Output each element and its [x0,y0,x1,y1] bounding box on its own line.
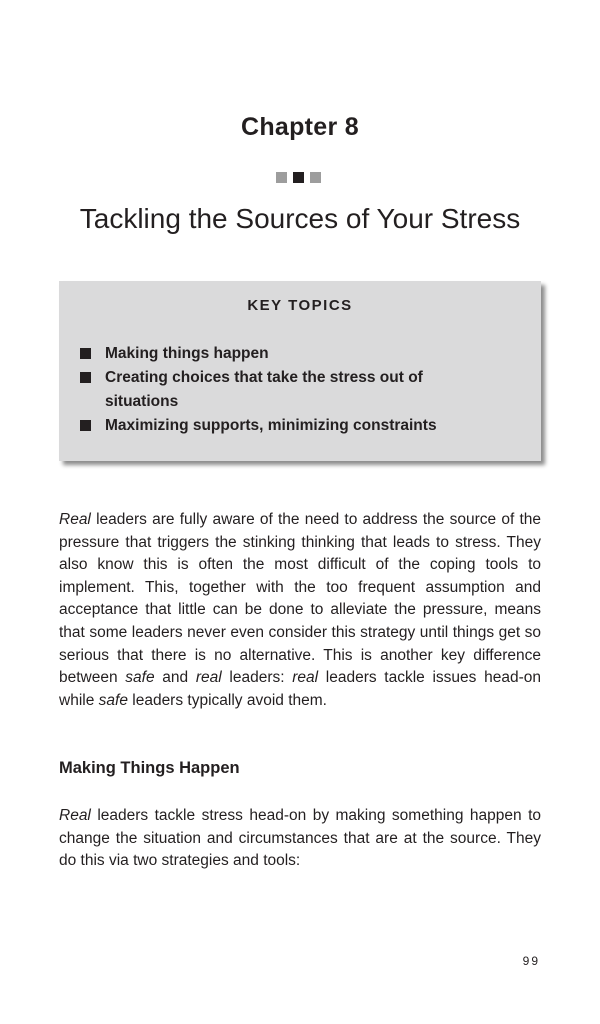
text-run: safe [125,669,155,687]
ornament-square-left [276,172,287,183]
key-topics-heading: KEY TOPICS [247,297,353,314]
text-run: safe [98,691,128,709]
chapter-label: Chapter 8 [240,113,359,141]
text-run: leaders are fully aware of the need to address the source of the pressure that triggers the stinking thinking that leads to stress. They also know this is often the most difficult of the coping tools to implement. This, together with the too frequent assumption and acceptance that little can be done to alleviate the pressure, means that some leaders never even consider this strategy until things get so serious that there is no alternative. This is another key difference between [59,511,541,687]
page-number: 99 [522,954,540,968]
square-bullet-icon [80,372,91,383]
key-topic-text: Creating choices that take the stress out of situations [105,369,423,410]
section-paragraph [59,805,541,873]
text-run: Real [59,511,91,528]
text-run: leaders: [221,669,293,687]
chapter-title: Tackling the Sources of Your Stress [79,203,521,234]
intro-paragraph [59,509,541,712]
key-topics-list [79,342,499,438]
ornament-square-center [293,172,304,183]
text-run: Real [59,807,91,824]
chapter-ornament [276,172,321,183]
text-run: leaders tackle issues head-on while [59,669,541,709]
key-topic-item [79,414,499,438]
key-topic-text: Maximizing supports, minimizing constraints [105,417,437,434]
text-run: leaders typically avoid them. [127,691,327,709]
key-topic-text: Making things happen [105,345,269,362]
text-run: real [292,669,319,687]
key-topic-item [79,366,499,414]
text-run: real [195,669,222,687]
section-heading: Making Things Happen [59,759,240,777]
square-bullet-icon [80,420,91,431]
text-run: leaders tackle stress head-on by making something happen to change the situation and circumstances that are at the source. They do this via two strategies and tools: [59,807,541,870]
text-run: and [154,669,196,687]
square-bullet-icon [80,348,91,359]
ornament-square-right [310,172,321,183]
key-topic-item [79,342,499,366]
